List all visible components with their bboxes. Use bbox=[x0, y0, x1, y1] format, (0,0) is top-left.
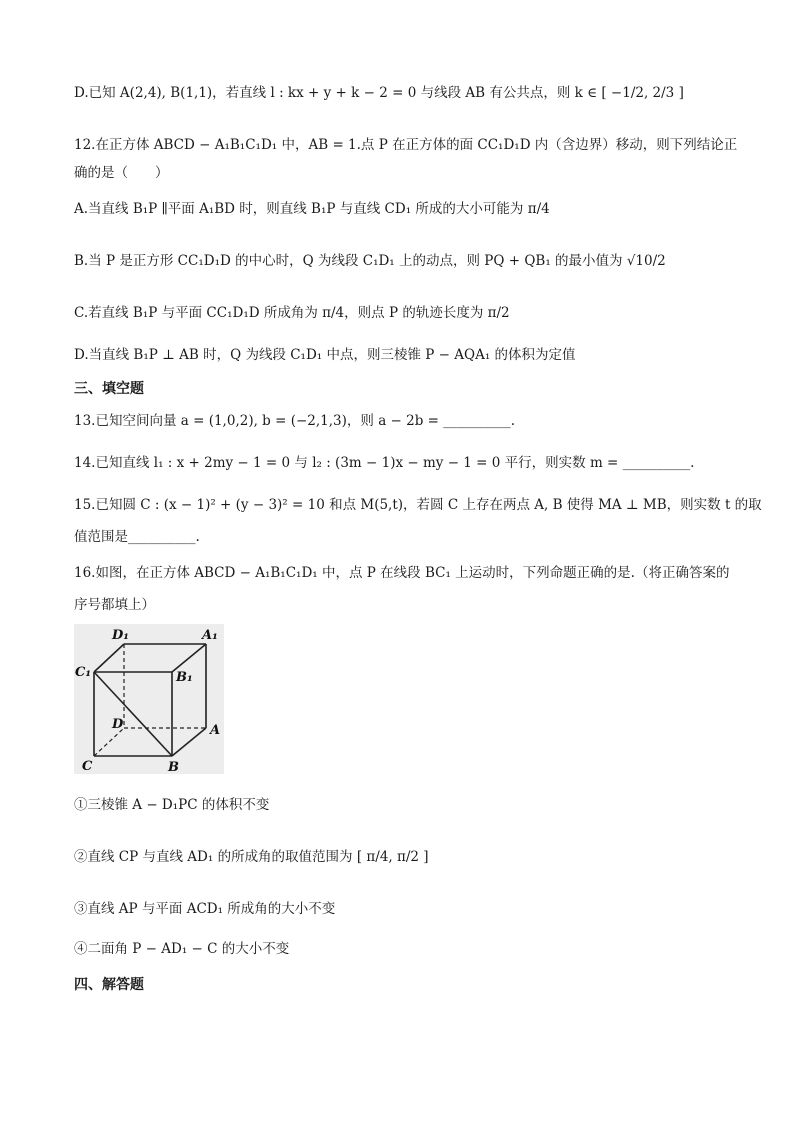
question-12-stem-cont: 确的是（ ） bbox=[74, 165, 169, 181]
question-12-stem: 12.在正方体 ABCD − A₁B₁C₁D₁ 中，AB = 1.点 P 在正方体的面 CC₁D₁D 内（含边界）移动，则下列结论正 bbox=[74, 137, 738, 153]
question-16-stem: 16.如图，在正方体 ABCD − A₁B₁C₁D₁ 中，点 P 在线段 BC₁ 上运动时，下列命题正确的是.（将正确答案的 bbox=[74, 565, 730, 581]
label-b: B bbox=[168, 760, 179, 774]
option-12a: A.当直线 B₁P ∥平面 A₁BD 时，则直线 B₁P 与直线 CD₁ 所成的大小可能为 π/4 bbox=[74, 201, 550, 217]
label-a: A bbox=[210, 723, 221, 738]
statement-16-1: ①三棱锥 A − D₁PC 的体积不变 bbox=[74, 797, 270, 813]
label-c1: C₁ bbox=[75, 665, 92, 680]
option-12b: B.当 P 是正方形 CC₁D₁D 的中心时，Q 为线段 C₁D₁ 上的动点，则 PQ + QB₁ 的最小值为 √10/2 bbox=[74, 253, 666, 269]
figure-background bbox=[74, 624, 224, 774]
option-12d: D.当直线 B₁P ⊥ AB 时，Q 为线段 C₁D₁ 中点，则三棱锥 P − AQA₁ 的体积为定值 bbox=[74, 347, 576, 363]
question-16-stem-cont: 序号都填上） bbox=[74, 597, 155, 613]
label-d1: D₁ bbox=[112, 628, 129, 643]
statement-16-4: ④二面角 P − AD₁ − C 的大小不变 bbox=[74, 941, 290, 957]
label-b1: B₁ bbox=[176, 670, 193, 685]
label-d: D bbox=[112, 717, 124, 732]
section-fill-blank-heading: 三、填空题 bbox=[74, 381, 144, 397]
question-14: 14.已知直线 l₁ : x + 2my − 1 = 0 与 l₂ : (3m − 1)x − my − 1 = 0 平行，则实数 m = __________. bbox=[74, 455, 695, 471]
statement-16-3: ③直线 AP 与平面 ACD₁ 所成角的大小不变 bbox=[74, 901, 336, 917]
label-a1: A₁ bbox=[202, 628, 218, 643]
option-12c: C.若直线 B₁P 与平面 CC₁D₁D 所成角为 π/4，则点 P 的轨迹长度为 π/2 bbox=[74, 305, 510, 321]
option-11d: D.已知 A(2,4), B(1,1)，若直线 l : kx + y + k − 2 = 0 与线段 AB 有公共点，则 k ∈ [ −1/2, 2/3 ] bbox=[74, 85, 684, 101]
label-c: C bbox=[82, 759, 93, 774]
cube-diagram bbox=[74, 624, 224, 774]
question-13: 13.已知空间向量 a = (1,0,2), b = (−2,1,3)，则 a − 2b = __________. bbox=[74, 413, 516, 429]
section-answer-heading: 四、解答题 bbox=[74, 977, 144, 993]
cube-figure bbox=[74, 624, 224, 774]
question-15-cont: 值范围是__________. bbox=[74, 529, 200, 545]
statement-16-2: ②直线 CP 与直线 AD₁ 的所成角的取值范围为 [ π/4, π/2 ] bbox=[74, 849, 429, 865]
question-15: 15.已知圆 C : (x − 1)² + (y − 3)² = 10 和点 M(5,t)，若圆 C 上存在两点 A, B 使得 MA ⊥ MB，则实数 t 的取 bbox=[74, 497, 762, 513]
